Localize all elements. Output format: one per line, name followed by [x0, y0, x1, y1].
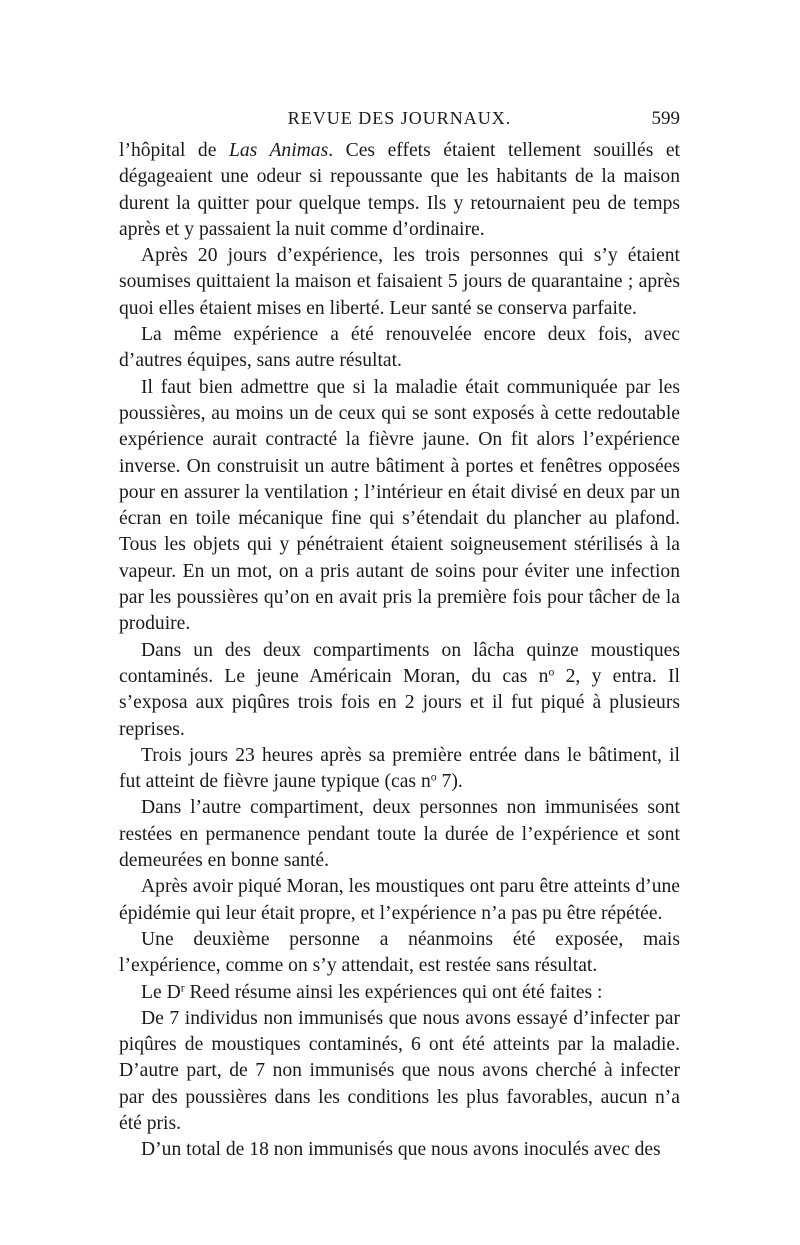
paragraph-4: Il faut bien admettre que si la maladie était communiquée par les poussières, au moins un de ceux qui se sont exposés à cette redoutable expérience aurait contracté la fièvre jaune. On fit alors l’expérience inverse. On construisit un autre bâtiment à portes et fenêtres opposées pour en assurer la ventilation ; l’intérieur en était divisé en deux par un écran en toile mécanique fine qui s’étendait du plancher au plafond. Tous les objets qui y pénétraient étaient soigneusement stérilisés à la vapeur. En un mot, on a pris autant de soins pour éviter une infection par les poussières qu’on en avait pris la première fois pour tâcher de la produire.: [119, 376, 680, 635]
paragraph-6-text-end: 7).: [436, 771, 463, 793]
journal-page: [119, 108, 680, 1164]
docteur-superscript: r: [180, 981, 185, 995]
paragraph-11: De 7 individus non immunisés que nous avons essayé d’infecter par piqûres de moustiques contaminés, 6 ont été atteints par la maladie. D’autre part, de 7 non immunisés que nous avons cherché à infecter par des poussières dans les conditions les plus favorables, aucun n’a été pris.: [119, 1007, 680, 1134]
paragraph-6-text-start: Trois jours 23 heures après sa première entrée dans le bâtiment, il fut atteint de fièvre jaune typique (cas n: [119, 744, 680, 793]
paragraph-9: Une deuxième personne a néanmoins été exposée, mais l’expérience, comme on s’y attendait, est restée sans résultat.: [119, 928, 680, 977]
paragraph-8: Après avoir piqué Moran, les moustiques ont paru être atteints d’une épidémie qui leur était propre, et l’expérience n’a pas pu être répétée.: [119, 876, 680, 924]
article-body: [119, 138, 680, 1164]
paragraph-10: [119, 980, 680, 1006]
running-title: REVUE DES JOURNAUX.: [287, 108, 512, 128]
place-name-italic: Las Animas: [228, 140, 329, 161]
paragraph-1-text-end: . Ces effets étaient tellement souillés et dégageaient une odeur si repoussante que les habitants de la maison durent la quitter pour quelque temps. Ils y retournaient peu de temps après et y passaient la nuit comme d’ordinaire.: [119, 140, 680, 240]
paragraph-1-text-start: l’hôpital de: [119, 140, 229, 161]
numero-superscript: o: [430, 770, 437, 784]
paragraph-2: Après 20 jours d’expérience, les trois personnes qui s’y étaient soumises quittaient la maison et faisaient 5 jours de quarantaine ; après quoi elles étaient mises en liberté. Leur santé se conserva parfaite.: [119, 245, 680, 319]
paragraph-3: La même expérience a été renouvelée encore deux fois, avec d’autres équipes, sans autre résultat.: [119, 324, 680, 372]
paragraph-1: [119, 138, 680, 243]
paragraph-6: [119, 743, 680, 796]
paragraph-5-text-end: 2, y entra. Il s’exposa aux piqûres trois fois en 2 jours et il fut piqué à plusieurs reprises.: [119, 665, 680, 740]
paragraph-10-text-end: Reed résume ainsi les expériences qui ont été faites :: [184, 981, 603, 1003]
paragraph-5-text-start: Dans un des deux compartiments on lâcha quinze moustiques contaminés. Le jeune Américain Moran, du cas n: [119, 639, 680, 687]
running-header: [119, 108, 680, 138]
paragraph-5: [119, 638, 680, 743]
paragraph-10-text-start: Le D: [141, 981, 181, 1003]
page-number: 599: [651, 108, 680, 129]
numero-superscript: o: [548, 665, 555, 679]
paragraph-12: D’un total de 18 non immunisés que nous avons inoculés avec des: [141, 1139, 661, 1161]
paragraph-7: Dans l’autre compartiment, deux personnes non immunisées sont restées en permanence pendant toute la durée de l’expérience et sont demeurées en bonne santé.: [119, 797, 680, 872]
